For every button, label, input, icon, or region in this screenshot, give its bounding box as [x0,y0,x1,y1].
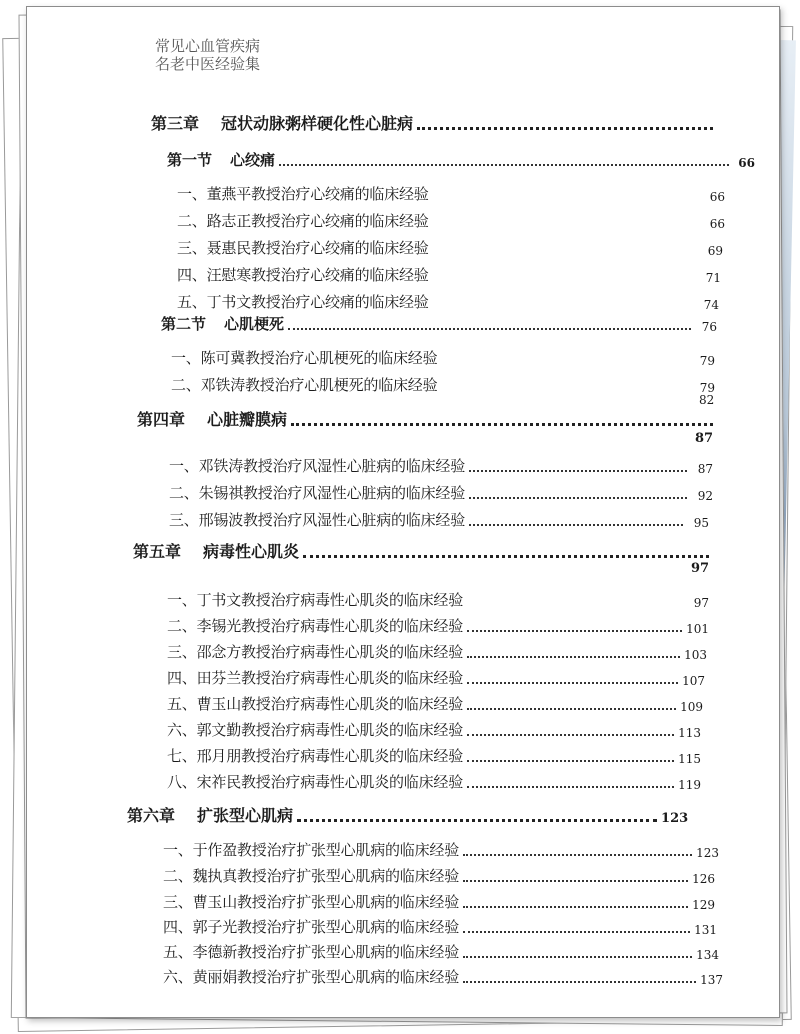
page-number: 103 [684,648,707,662]
header-line-2: 名老中医经验集 [155,55,261,73]
leader-dots [467,760,674,762]
toc-section-1[interactable] [167,149,755,170]
page-number: 123 [661,811,689,826]
chapter-title: 扩张型心肌病 [197,806,294,825]
toc-item[interactable] [177,210,725,231]
toc-item[interactable] [163,966,723,987]
page-number: 119 [678,778,701,792]
toc-item[interactable] [163,839,719,860]
leader-dots [279,164,729,166]
item-title: 一、陈可冀教授治疗心肌梗死的临床经验 [171,349,438,367]
toc-item[interactable] [177,237,723,258]
item-title: 二、魏执真教授治疗扩张型心肌病的临床经验 [163,867,460,885]
page-number: 87 [695,431,714,446]
item-title: 一、丁书文教授治疗病毒性心肌炎的临床经验 [167,591,464,609]
section-title: 心绞痛 [230,151,276,169]
page-number: 97 [691,561,710,576]
page-number: 137 [700,973,723,987]
toc-item[interactable] [177,291,719,312]
item-title: 一、邓铁涛教授治疗风湿性心脏病的临床经验 [169,457,466,475]
toc-item[interactable] [167,667,705,688]
toc-item[interactable] [169,509,709,530]
toc-item[interactable] [167,693,703,714]
leader-dots [463,931,690,933]
chapter-number: 第六章 [127,806,176,825]
page-number: 87 [697,462,713,476]
section-title: 心肌梗死 [224,315,285,333]
leader-dots [467,656,680,658]
toc-item[interactable] [171,347,715,368]
toc-chapter-6[interactable] [127,803,721,826]
item-title: 六、郭文勤教授治疗病毒性心肌炎的临床经验 [167,721,464,739]
item-title: 五、曹玉山教授治疗病毒性心肌炎的临床经验 [167,695,464,713]
leader-dots [463,854,692,856]
item-title: 四、郭子光教授治疗扩张型心肌病的临床经验 [163,918,460,936]
toc-item[interactable] [163,941,719,962]
leader-dots [467,682,678,684]
item-title: 八、宋祚民教授治疗病毒性心肌炎的临床经验 [167,773,464,791]
toc-chapter-5[interactable] [133,539,713,562]
page-number: 115 [678,752,701,766]
item-title: 三、邢锡波教授治疗风湿性心脏病的临床经验 [169,511,466,529]
page-number: 109 [680,700,703,714]
item-title: 四、汪慰寒教授治疗心绞痛的临床经验 [177,266,429,284]
toc-item[interactable] [167,719,701,740]
chapter-title: 病毒性心肌炎 [203,542,300,561]
leader-dots [469,524,683,526]
page-number: 69 [707,244,723,258]
page-number: 134 [696,948,719,962]
toc-item[interactable] [169,482,713,503]
section-number: 第二节 [161,315,207,333]
leader-dots [467,708,676,710]
leader-dots [467,734,674,736]
chapter-number: 第三章 [151,114,200,133]
page-number: 66 [709,190,725,204]
leader-dots [291,423,713,426]
page-number: 71 [705,271,721,285]
toc-item[interactable] [177,264,721,285]
leader-dots [303,555,709,558]
chapter-number: 第四章 [137,410,186,429]
page-number: 113 [678,726,701,740]
page-number: 92 [697,489,713,503]
page-number: 126 [692,872,715,886]
toc-item[interactable] [163,916,717,937]
leader-dots [467,630,682,632]
page-number: 79 [699,381,715,395]
leader-dots [463,981,696,983]
item-title: 七、邢月朋教授治疗病毒性心肌炎的临床经验 [167,747,464,765]
item-title: 五、丁书文教授治疗心绞痛的临床经验 [177,293,429,311]
item-title: 六、黄丽娟教授治疗扩张型心肌病的临床经验 [163,968,460,986]
section-number: 第一节 [167,151,213,169]
page-number: 95 [693,516,709,530]
page-number: 74 [703,298,719,312]
toc-item[interactable] [177,183,725,204]
page-number: 79 [699,354,715,368]
toc-chapter-3[interactable] [151,111,717,134]
item-title: 一、于作盈教授治疗扩张型心肌病的临床经验 [163,841,460,859]
toc-chapter-4[interactable] [137,407,717,430]
item-title: 三、曹玉山教授治疗扩张型心肌病的临床经验 [163,893,460,911]
toc-item[interactable] [167,589,709,610]
chapter-title: 冠状动脉粥样硬化性心脏病 [221,114,414,133]
chapter-number: 第五章 [133,542,182,561]
page-number: 97 [693,596,709,610]
chapter-title: 心脏瓣膜病 [207,410,288,429]
toc-item[interactable] [167,745,701,766]
leader-dots [288,328,691,330]
leader-dots [417,127,713,130]
page-number: 129 [692,898,715,912]
running-header [155,37,260,73]
toc-item[interactable] [167,615,709,636]
page-number: 66 [709,217,725,231]
page-number: 123 [696,846,719,860]
toc-item[interactable] [171,374,715,395]
leader-dots [463,880,688,882]
leader-dots [469,497,687,499]
toc-item[interactable] [169,455,713,476]
page-number: 82 [699,393,715,407]
leader-dots [463,956,692,958]
item-title: 三、邵念方教授治疗病毒性心肌炎的临床经验 [167,643,464,661]
toc-item[interactable] [167,641,707,662]
item-title: 二、李锡光教授治疗病毒性心肌炎的临床经验 [167,617,464,635]
item-title: 三、聂惠民教授治疗心绞痛的临床经验 [177,239,429,257]
toc-section-2[interactable] [161,313,717,334]
item-title: 四、田芬兰教授治疗病毒性心肌炎的临床经验 [167,669,464,687]
item-title: 五、李德新教授治疗扩张型心肌病的临床经验 [163,943,460,961]
toc-page [26,6,780,1018]
page-number: 101 [686,622,709,636]
toc-item[interactable] [163,865,715,886]
page-number: 107 [682,674,705,688]
page-number: 131 [694,923,717,937]
item-title: 二、路志正教授治疗心绞痛的临床经验 [177,212,429,230]
toc-item[interactable] [167,771,701,792]
toc-item[interactable] [163,891,715,912]
leader-dots [297,819,657,822]
item-title: 二、朱锡祺教授治疗风湿性心脏病的临床经验 [169,484,466,502]
item-title: 二、邓铁涛教授治疗心肌梗死的临床经验 [171,376,438,394]
leader-dots [463,906,688,908]
page-number: 76 [701,320,717,334]
header-line-1: 常见心血管疾病 [155,37,261,55]
leader-dots [469,470,687,472]
item-title: 一、董燕平教授治疗心绞痛的临床经验 [177,185,429,203]
page-number: 66 [738,156,755,170]
leader-dots [467,786,674,788]
